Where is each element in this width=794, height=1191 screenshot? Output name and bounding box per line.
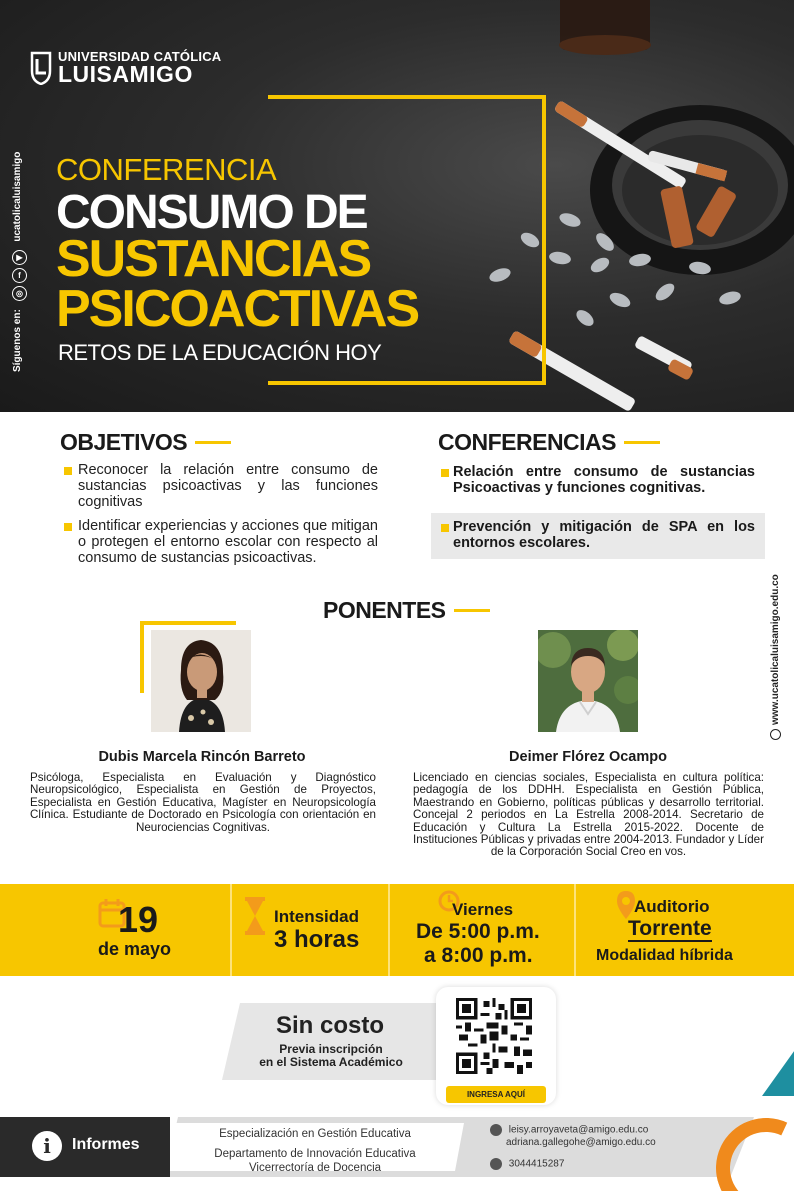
speaker-portrait-man <box>538 630 638 732</box>
location-pin-icon <box>616 890 636 920</box>
contact-email-row-2 <box>506 1137 656 1148</box>
speaker-bio: Psicóloga, Especialista en Evaluación y Diagnóstico Neuropsicológico, Especialista en Gestión de Proyectos, Especialista en Gestión Educativa, Magíster en Neuropsicología Clínica. Estudiante de Doctorado en Psicología con orientación en Neurociencias Cognitivas. <box>30 771 376 834</box>
social-handle: ucatolicaluisamigo <box>12 151 23 242</box>
time-cell <box>390 884 576 976</box>
youtube-icon[interactable]: ▶ <box>12 250 27 265</box>
registration-note <box>248 1043 414 1069</box>
contact-email-1[interactable]: leisy.arroyaveta@amigo.edu.co <box>508 1124 649 1136</box>
qr-register-button[interactable]: INGRESA AQUÍ <box>446 1086 546 1103</box>
conference-item <box>431 513 765 559</box>
bullet-square <box>64 523 72 531</box>
email-icon <box>490 1124 502 1136</box>
objective-text: Reconocer la relación entre consumo de sustancias psicoactivas y las funciones cognitivas <box>78 462 378 510</box>
event-details-bar <box>0 884 794 976</box>
heading-rule <box>624 441 660 444</box>
contact-emails <box>490 1124 648 1136</box>
hourglass-icon <box>244 896 266 936</box>
event-subtitle: RETOS DE LA EDUCACIÓN HOY <box>58 340 382 365</box>
contact-phone-row <box>490 1158 564 1170</box>
time-end: a 8:00 p.m. <box>424 944 533 967</box>
conference-text: Relación entre consumo de sustancias Psicoactivas y funciones cognitivas. <box>453 464 755 496</box>
bullet-square <box>441 524 449 532</box>
conference-item <box>431 461 765 499</box>
objectives-list <box>62 462 378 574</box>
heading-rule <box>195 441 231 444</box>
event-month: de mayo <box>98 939 172 959</box>
venue-line1: Auditorio <box>634 897 710 916</box>
title-line-3: PSICOACTIVAS <box>56 280 419 338</box>
intensity-label: Intensidad <box>274 907 360 926</box>
dept-line2: Departamento de Innovación Educativa <box>214 1148 416 1160</box>
university-name-line1: UNIVERSIDAD CATÓLICA <box>58 49 222 64</box>
heading-rule <box>454 609 490 612</box>
time-start: De 5:00 p.m. <box>416 920 540 943</box>
hero-banner <box>0 0 794 412</box>
instagram-icon[interactable]: ◎ <box>12 286 27 301</box>
speaker-bio: Licenciado en ciencias sociales, Especialista en cultura política: pedagogía de los DDHH. Especialista en Gestión Pública, Maestrando en Gobierno, políticas públicas y desarrollo territorial. Concejal 2 periodos en La Estrella 2008-2014. Secretario de Educación y Cultura La Estrella 2015-2022. Docente de Instituciones Públicas y privadas entre 2004-2013. Fundador y Líder de la Corporación Social Creo en vos. <box>413 771 764 859</box>
venue-line2: Torrente <box>628 917 712 940</box>
info-icon: i <box>32 1131 62 1161</box>
contact-phone[interactable]: 3044415287 <box>508 1158 565 1170</box>
date-cell <box>0 884 232 976</box>
info-label: Informes <box>72 1136 140 1153</box>
speakers-heading-text: PONENTES <box>323 597 446 623</box>
speaker-photo-deimer <box>538 630 638 732</box>
conference-text: Prevención y mitigación de SPA en los entornos escolares. <box>453 519 755 551</box>
speaker-photo-dubis <box>151 630 251 732</box>
event-kicker: CONFERENCIA <box>56 152 277 187</box>
university-shield-icon <box>30 51 52 85</box>
social-media-strip <box>8 140 34 380</box>
registration-note-line1: Previa inscripción <box>279 1042 383 1056</box>
website-vertical[interactable] <box>770 560 781 740</box>
social-label: Síguenos en: <box>12 309 23 372</box>
intensity-value: 3 horas <box>274 926 360 953</box>
registration-note-line2: en el Sistema Académico <box>259 1055 403 1069</box>
title-line-2: SUSTANCIAS <box>56 230 371 288</box>
phone-icon <box>490 1158 502 1170</box>
objective-text: Identificar experiencias y acciones que mitigan o protegen el entorno escolar con respecto al consumo de sustancias psicoactivas. <box>78 518 378 566</box>
university-name-line2: LUISAMIGO <box>58 61 193 87</box>
bullet-square <box>64 467 72 475</box>
objectives-heading <box>60 429 231 456</box>
venue-cell <box>576 884 794 976</box>
facebook-icon[interactable]: f <box>12 268 27 283</box>
objectives-heading-text: OBJETIVOS <box>60 429 188 455</box>
bullet-square <box>441 469 449 477</box>
objective-item <box>62 462 378 510</box>
title-line-1: CONSUMO DE <box>56 186 367 239</box>
globe-icon <box>770 729 781 740</box>
speakers-heading <box>323 597 490 624</box>
speaker-name: Deimer Flórez Ocampo <box>509 749 667 765</box>
event-modality: Modalidad híbrida <box>596 947 733 964</box>
event-weekday: Viernes <box>452 900 514 919</box>
conferences-heading <box>438 429 660 456</box>
footer-department <box>180 1127 450 1175</box>
university-logo <box>30 50 221 86</box>
dept-line1: Especialización en Gestión Educativa <box>219 1128 411 1140</box>
website-url[interactable]: www.ucatolicaluisamigo.edu.co <box>770 574 781 725</box>
qr-code[interactable] <box>456 998 532 1074</box>
speaker-name: Dubis Marcela Rincón Barreto <box>98 749 306 765</box>
duration-cell <box>232 884 390 976</box>
event-day: 19 <box>118 899 159 940</box>
conferences-heading-text: CONFERENCIAS <box>438 429 617 455</box>
contact-email-2[interactable]: adriana.gallegohe@amigo.edu.co <box>506 1137 656 1148</box>
speaker-portrait-woman <box>151 630 251 732</box>
corner-decoration-teal <box>762 1040 794 1096</box>
registration-cost: Sin costo <box>275 1012 384 1039</box>
dept-line3: Vicerrectoría de Docencia <box>248 1162 382 1174</box>
conferences-list <box>431 461 765 553</box>
objective-item <box>62 518 378 566</box>
